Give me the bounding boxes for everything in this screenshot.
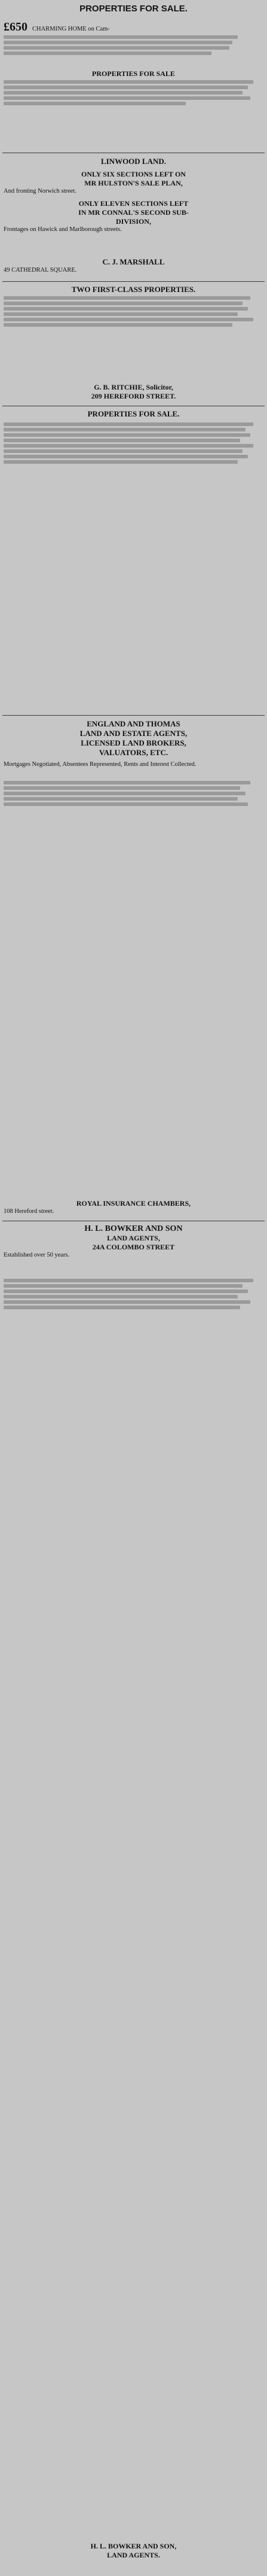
ad-text-placeholder: [4, 46, 229, 50]
agent-address: 49 CATHEDRAL SQUARE.: [4, 267, 77, 273]
ad-text-placeholder: [4, 323, 232, 327]
ad-text-placeholder: [4, 318, 253, 321]
ad-line: ONLY ELEVEN SECTIONS LEFT: [78, 199, 189, 208]
ad-tagline: Mortgages Negotiated, Absentees Represented, Rents and Interest Collected.: [4, 761, 197, 768]
ad-text-placeholder: [4, 786, 240, 790]
divider: [2, 715, 265, 716]
ad-england-thomas: [4, 719, 263, 769]
ad-agent: [4, 257, 263, 275]
ad-two-properties: [4, 285, 263, 329]
ad-footer-line: LAND AGENTS.: [107, 2551, 160, 2559]
ad-charming-home: [4, 20, 263, 57]
agent-name: C. J. MARSHALL: [102, 257, 165, 266]
ad-line: Frontages on Hawick and Marlborough streets.: [4, 226, 122, 233]
ad-title-line: LAND AND ESTATE AGENTS,: [79, 729, 188, 738]
ad-agent-ritchie: [4, 383, 263, 401]
ad-royal-insurance: [4, 1199, 263, 1216]
ad-properties-sale-2: [4, 409, 263, 466]
ad-address: 108 Hereford street.: [4, 1208, 54, 1215]
ad-text-placeholder: [4, 422, 253, 426]
ad-text-placeholder: [4, 35, 238, 39]
ad-line: ONLY SIX SECTIONS LEFT ON: [81, 170, 186, 178]
ad-heading: ROYAL INSURANCE CHAMBERS,: [76, 1199, 191, 1208]
ad-heading: TWO FIRST-CLASS PROPERTIES.: [71, 285, 196, 294]
ad-text-placeholder: [4, 1295, 238, 1298]
ad-text-placeholder: [4, 51, 211, 55]
ad-heading: PROPERTIES FOR SALE: [92, 69, 175, 78]
ad-title-line: VALUATORS, ETC.: [99, 748, 168, 757]
ad-text-placeholder: [4, 307, 248, 311]
ad-text-placeholder: [4, 1279, 253, 1282]
ad-text-placeholder: [4, 449, 243, 453]
agent-name: G. B. RITCHIE, Solicitor,: [94, 383, 173, 391]
ad-line: MR HULSTON'S SALE PLAN,: [84, 179, 183, 187]
ad-line: IN MR CONNAL'S SECOND SUB-: [78, 208, 189, 217]
ad-title-line: 24A COLOMBO STREET: [92, 1243, 175, 1251]
page-header: PROPERTIES FOR SALE.: [79, 4, 188, 14]
ad-text-placeholder: [4, 1289, 248, 1293]
ad-heading: PROPERTIES FOR SALE.: [87, 409, 180, 418]
ad-text-placeholder: [4, 80, 253, 84]
ad-title-line: LAND AGENTS,: [107, 1234, 160, 1242]
ad-title-line: ENGLAND AND THOMAS: [87, 719, 180, 728]
ad-linwood-land: [4, 157, 263, 166]
ad-text-placeholder: [4, 1284, 243, 1288]
agent-address: 209 HEREFORD STREET.: [91, 392, 176, 400]
ad-text-placeholder: [4, 86, 248, 89]
ad-text-placeholder: [4, 312, 238, 316]
ad-england-thomas-listings: [4, 779, 263, 808]
ad-footer-line: H. L. BOWKER AND SON,: [90, 2542, 177, 2550]
ad-sections: [4, 170, 263, 233]
ad-title-line: Established over 50 years.: [4, 1252, 70, 1258]
ad-text-placeholder: [4, 460, 238, 464]
divider: [2, 281, 265, 282]
ad-title-line: LICENSED LAND BROKERS,: [81, 738, 186, 747]
ad-text-placeholder: [4, 797, 238, 801]
ad-text-placeholder: [4, 296, 250, 300]
ad-text-placeholder: [4, 102, 186, 105]
ad-title-line: H. L. BOWKER AND SON: [84, 1224, 183, 1233]
ad-text-placeholder: [4, 91, 243, 95]
ad-text-placeholder: [4, 802, 248, 806]
ad-text-placeholder: [4, 455, 248, 458]
ad-text-placeholder: [4, 1306, 240, 1309]
ad-headline: CHARMING HOME on Cam-: [32, 26, 110, 32]
ad-properties-for-sale: [4, 69, 263, 107]
ad-text-placeholder: [4, 439, 240, 442]
ad-text-placeholder: [4, 302, 243, 305]
ad-text-placeholder: [4, 428, 245, 431]
ad-text-placeholder: [4, 792, 245, 795]
ad-bowker-listings: [4, 1277, 263, 1311]
ad-bowker: [4, 1224, 263, 1260]
ad-text-placeholder: [4, 444, 253, 448]
ad-text-placeholder: [4, 96, 250, 100]
ad-text-placeholder: [4, 41, 232, 44]
ad-heading: LINWOOD LAND.: [100, 157, 167, 166]
ad-price: £650: [4, 20, 27, 34]
ad-bowker-footer: [4, 2542, 263, 2560]
ad-line: DIVISION,: [115, 217, 151, 226]
ad-line: And fronting Norwich street.: [4, 188, 76, 194]
ad-text-placeholder: [4, 1300, 250, 1304]
ad-text-placeholder: [4, 781, 250, 784]
ad-text-placeholder: [4, 433, 250, 437]
